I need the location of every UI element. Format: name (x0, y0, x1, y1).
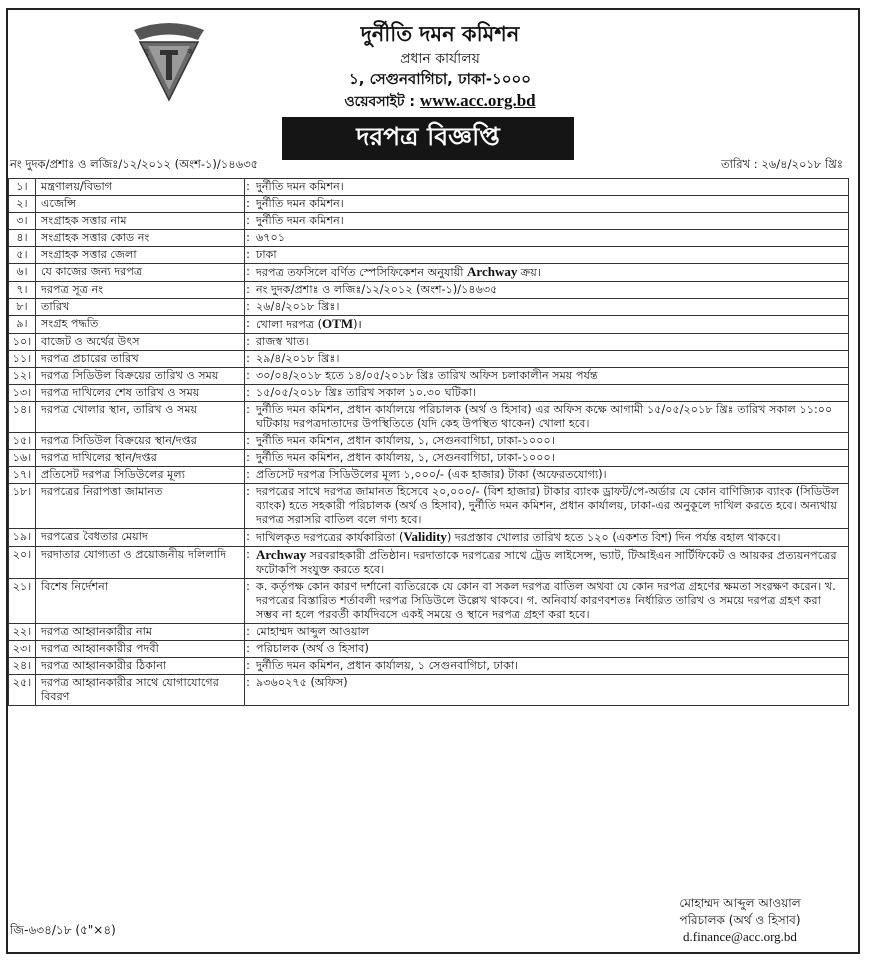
row-number: ২১। (9, 579, 36, 624)
row-label: মন্ত্রণালয়/বিভাগ (36, 179, 245, 196)
row-separator: : (245, 675, 252, 706)
row-label: সংগ্রহ পদ্ধতি (36, 316, 245, 334)
row-separator: : (245, 351, 252, 368)
row-separator: : (245, 467, 252, 484)
row-separator: : (245, 385, 252, 402)
table-row (9, 624, 849, 641)
row-value: Archway সরবরাহকারী প্রতিষ্ঠান। দরদাতাকে দরপত্রের সাথে ট্রেড লাইসেন্স, ভ্যাট, টিআইএন সার্টিফিকেট ও আয়কর প্রত্যয়নপত্রের ফটোকপি সংযুক্ত করতে হবে। (251, 547, 849, 579)
row-value: দুর্নীতি দমন কমিশন। (251, 213, 849, 230)
signatory-designation: পরিচালক (অর্থ ও হিসাব) (679, 913, 801, 927)
table-row (9, 230, 849, 247)
row-value: দুর্নীতি দমন কমিশন, প্রধান কার্যালয়, ১, সেগুনবাগিচা, ঢাকা-১০০০। (251, 450, 849, 467)
row-separator: : (245, 484, 252, 529)
table-row (9, 658, 849, 675)
website-link[interactable]: www.acc.org.bd (419, 91, 536, 110)
row-label: দরপত্রের নিরাপত্তা জামানত (36, 484, 245, 529)
table-row (9, 675, 849, 706)
row-separator: : (245, 282, 252, 299)
row-separator: : (245, 579, 252, 624)
row-value: পরিচালক (অর্থ ও হিসাব) (251, 641, 849, 658)
row-number: ১৯। (9, 529, 36, 547)
table-row (9, 316, 849, 334)
row-separator: : (245, 264, 252, 282)
row-separator: : (245, 402, 252, 433)
row-value: রাজস্ব খাত। (251, 334, 849, 351)
table-row (9, 264, 849, 282)
table-row (9, 299, 849, 316)
row-value: ৩০/০৪/২০১৮ হতে ১৪/০৫/২০১৮ খ্রিঃ তারিখ অফিস চলাকালীন সময় পর্যন্ত (251, 368, 849, 385)
table-row (9, 433, 849, 450)
row-label: দরপত্র আহ্বানকারীর পদবী (36, 641, 245, 658)
row-number: ৮। (9, 299, 36, 316)
table-row (9, 247, 849, 264)
row-number: ১৮। (9, 484, 36, 529)
row-label: দরপত্র দাখিলের শেষ তারিখ ও সময় (36, 385, 245, 402)
office-address: ১, সেগুনবাগিচা, ঢাকা-১০০০ (349, 70, 531, 88)
table-row (9, 547, 849, 579)
row-value: ২৯/৪/২০১৮ খ্রিঃ। (251, 351, 849, 368)
signatory-email[interactable]: d.finance@acc.org.bd (683, 929, 797, 944)
row-value: ঢাকা (251, 247, 849, 264)
row-separator: : (245, 334, 252, 351)
row-separator: : (245, 529, 252, 547)
row-label: সংগ্রাহক সত্তার জেলা (36, 247, 245, 264)
table-row (9, 368, 849, 385)
org-name: দুর্নীতি দমন কমিশন (360, 22, 520, 46)
row-value: দুর্নীতি দমন কমিশন, প্রধান কার্যালয়ে পরিচালক (অর্থ ও হিসাব) এর অফিস কক্ষে আগামী ১৫/০৫/২০১৮ খ্রিঃ তারিখ সকাল ১১:০০ ঘটিকায় দরপত্রদাতাদের উপস্থিতিতে (যদি কেহ উপস্থিত থাকেন) খোলা হবে। (251, 402, 849, 433)
row-separator: : (245, 179, 252, 196)
row-value: ক. কর্তৃপক্ষ কোন কারণ দর্শানো ব্যতিরেকে যে কোন বা সকল দরপত্র বাতিল অথবা যে কোন দরপত্র গ্রহণের ক্ষমতা সংরক্ষণ করেন। খ. দরপত্রের বিস্তারিত শর্তাবলী দরপত্র সিডিউলে উল্লেখ থাকবে। গ. অনিবার্য কারণবশতঃ নির্ধারিত তারিখ ও সময়ে দরপত্র গ্রহণ করা সম্ভব না হলে পরবর্তী কার্যদিবসে একই সময়ে ও স্থানে দরপত্র গ্রহণ করা হবে। (251, 579, 849, 624)
row-label: বিশেষ নির্দেশনা (36, 579, 245, 624)
row-number: ২৫। (9, 675, 36, 706)
row-label: দরপত্র আহ্বানকারীর সাথে যোগাযোগের বিবরণ (36, 675, 245, 706)
row-number: ৯। (9, 316, 36, 334)
print-reference: জি-৬৩৪/১৮ (৫"×৪) (10, 923, 116, 937)
row-number: ২২। (9, 624, 36, 641)
tender-table (8, 178, 849, 706)
row-number: ১৪। (9, 402, 36, 433)
row-separator: : (245, 299, 252, 316)
row-value: দুর্নীতি দমন কমিশন, প্রধান কার্যালয়, ১ সেগুনবাগিচা, ঢাকা। (251, 658, 849, 675)
row-label: সংগ্রাহক সত্তার কোড নং (36, 230, 245, 247)
acc-logo (128, 14, 210, 102)
table-row (9, 579, 849, 624)
svg-text:ক: ক (187, 47, 193, 56)
row-label: দরপত্র সিডিউল বিক্রয়ের স্থান/দপ্তর (36, 433, 245, 450)
row-number: ৬। (9, 264, 36, 282)
table-row (9, 351, 849, 368)
table-row (9, 641, 849, 658)
row-number: ১৬। (9, 450, 36, 467)
row-value: ২৬/৪/২০১৮ খ্রিঃ। (251, 299, 849, 316)
website-line (250, 90, 630, 114)
memo-number: নং দুদক/প্রশাঃ ও লজিঃ/১২/২০১২ (অংশ-১)/১৪৬৩৫ (10, 157, 259, 171)
table-row (9, 467, 849, 484)
row-number: ৭। (9, 282, 36, 299)
row-label: তারিখ (36, 299, 245, 316)
notice-title: দরপত্র বিজ্ঞপ্তি (282, 117, 574, 160)
table-row (9, 282, 849, 299)
row-number: ১২। (9, 368, 36, 385)
row-number: ১৩। (9, 385, 36, 402)
row-number: ৫। (9, 247, 36, 264)
table-row (9, 334, 849, 351)
office-name: প্রধান কার্যালয় (400, 51, 480, 67)
row-number: ২০। (9, 547, 36, 579)
table-row (9, 196, 849, 213)
table-row (9, 484, 849, 529)
row-label: দরপত্র আহ্বানকারীর ঠিকানা (36, 658, 245, 675)
row-value: দরপত্র তফসিলে বর্ণিত স্পেসিফিকেশন অনুযায়ী Archway ক্রয়। (251, 264, 849, 282)
row-separator: : (245, 547, 252, 579)
row-separator: : (245, 641, 252, 658)
row-value: ৯৩৬০২৭৫ (অফিস) (251, 675, 849, 706)
row-separator: : (245, 433, 252, 450)
row-number: ১০। (9, 334, 36, 351)
table-row (9, 179, 849, 196)
table-row (9, 529, 849, 547)
row-value: মোহাম্মদ আব্দুল আওয়াল (251, 624, 849, 641)
row-label: প্রতিসেট দরপত্র সিডিউলের মূল্য (36, 467, 245, 484)
row-label: দরপত্র সূত্র নং (36, 282, 245, 299)
row-separator: : (245, 368, 252, 385)
row-separator: : (245, 230, 252, 247)
row-value: প্রতিসেট দরপত্র সিডিউলের মূল্য ১,০০০/- (এক হাজার) টাকা (অফেরতযোগ্য)। (251, 467, 849, 484)
row-label: সংগ্রাহক সত্তার নাম (36, 213, 245, 230)
row-number: ১১। (9, 351, 36, 368)
row-separator: : (245, 624, 252, 641)
svg-text:দু: দু (144, 47, 149, 56)
row-label: যে কাজের জন্য দরপত্র (36, 264, 245, 282)
website-label: ওয়েবসাইট : (344, 94, 416, 110)
table-row (9, 402, 849, 433)
table-row (9, 450, 849, 467)
row-value: নং দুদক/প্রশাঃ ও লজিঃ/১২/২০১২ (অংশ-১)/১৪৬৩৫ (251, 282, 849, 299)
table-row (9, 385, 849, 402)
row-label: বাজেট ও অর্থের উৎস (36, 334, 245, 351)
row-number: ২৩। (9, 641, 36, 658)
row-separator: : (245, 658, 252, 675)
row-label: দরপত্রের বৈধতার মেয়াদ (36, 529, 245, 547)
signatory-name: মোহাম্মদ আব্দুল আওয়াল (679, 896, 801, 910)
row-value: দাখিলকৃত দরপত্রের কার্যকারিতা (Validity) দরপ্রস্তাব খোলার তারিখ হতে ১২০ (একশত বিশ) দিন পর্যন্ত বহাল থাকবে। (251, 529, 849, 547)
row-number: ১৫। (9, 433, 36, 450)
row-separator: : (245, 316, 252, 334)
row-number: ১৭। (9, 467, 36, 484)
row-label: দরপত্র আহ্বানকারীর নাম (36, 624, 245, 641)
row-label: দরদাতার যোগ্যতা ও প্রয়োজনীয় দলিলাদি (36, 547, 245, 579)
row-separator: : (245, 450, 252, 467)
row-value: ৬৭০১ (251, 230, 849, 247)
row-label: দরপত্র সিডিউল বিক্রয়ের তারিখ ও সময় (36, 368, 245, 385)
row-number: ২। (9, 196, 36, 213)
row-number: ৩। (9, 213, 36, 230)
row-number: ২৪। (9, 658, 36, 675)
row-label: দরপত্র প্রচারের তারিখ (36, 351, 245, 368)
row-label: দরপত্র খোলার স্থান, তারিখ ও সময় (36, 402, 245, 433)
row-separator: : (245, 196, 252, 213)
row-number: ৪। (9, 230, 36, 247)
row-label: এজেন্সি (36, 196, 245, 213)
row-value: দুর্নীতি দমন কমিশন। (251, 179, 849, 196)
table-row (9, 213, 849, 230)
row-separator: : (245, 247, 252, 264)
notice-date: তারিখ : ২৬/৪/২০১৮ খ্রিঃ (721, 157, 843, 171)
row-value: দরপত্রের সাথে দরপত্র জামানত হিসেবে ২০,০০০/- (বিশ হাজার) টাকার ব্যাংক ড্রাফট/পে-অর্ডার যে কোন বাণিজ্যিক ব্যাংক (সিডিউল ব্যাংক) হতে সহকারী পরিচালক (অর্থ ও হিসাব), দুর্নীতি দমন কমিশন, প্রধান কার্যালয়, ঢাকা-এর অনুকূলে দাখিল করতে হবে। অন্যথায় দরপত্র সরাসরি বাতিল বলে গণ্য হবে। (251, 484, 849, 529)
row-value: ১৫/০৫/২০১৮ খ্রিঃ তারিখ সকাল ১০.৩০ ঘটিকা। (251, 385, 849, 402)
row-value: খোলা দরপত্র (OTM)। (251, 316, 849, 334)
row-number: ১। (9, 179, 36, 196)
row-label: দরপত্র দাখিলের স্থান/দপ্তর (36, 450, 245, 467)
row-value: দুর্নীতি দমন কমিশন। (251, 196, 849, 213)
row-separator: : (245, 213, 252, 230)
row-value: দুর্নীতি দমন কমিশন, প্রধান কার্যালয়, ১, সেগুনবাগিচা, ঢাকা-১০০০। (251, 433, 849, 450)
